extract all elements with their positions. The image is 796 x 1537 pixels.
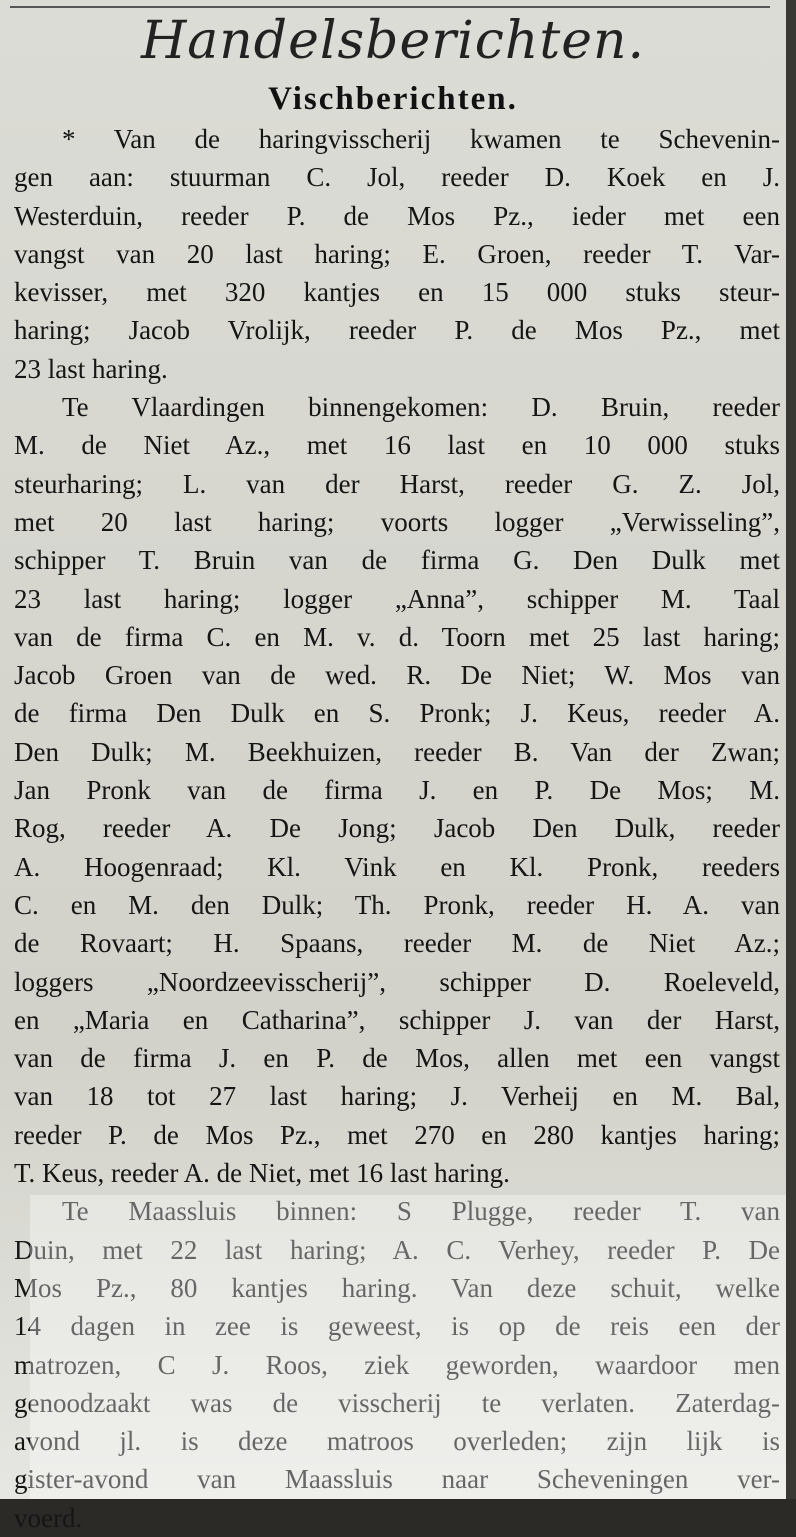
text-line: Te Maassluis binnen: S Plugge, reeder T. van	[62, 1196, 780, 1227]
text-line: 23 last haring; logger „Anna”, schipper M. Taal	[14, 583, 780, 614]
text-line: schipper T. Bruin van de firma G. Den Dulk met	[14, 545, 780, 576]
text-line: reeder P. de Mos Pz., met 270 en 280 kantjes haring;	[14, 1119, 780, 1150]
text-line: van de firma J. en P. de Mos, allen met een vangst	[14, 1043, 780, 1074]
text-line: voerd.	[14, 1502, 83, 1533]
paragraph-scheveningen	[14, 120, 780, 388]
text-line: de Rovaart; H. Spaans, reeder M. de Niet Az.;	[14, 928, 780, 959]
text-line: van 18 tot 27 last haring; J. Verheij en M. Bal,	[14, 1081, 780, 1112]
text-line: genoodzaakt was de visscherij te verlaten. Zaterdag-	[14, 1387, 780, 1418]
text-line: de firma Den Dulk en S. Pronk; J. Keus, reeder A.	[14, 698, 780, 729]
text-line: vangst van 20 last haring; E. Groen, reeder T. Var-	[14, 238, 780, 269]
text-line: T. Keus, reeder A. de Niet, met 16 last haring.	[14, 1158, 510, 1189]
text-line: haring; Jacob Vrolijk, reeder P. de Mos Pz., met	[14, 315, 780, 346]
text-line: kevisser, met 320 kantjes en 15 000 stuks steur-	[14, 277, 780, 308]
text-line: en „Maria en Catharina”, schipper J. van der Harst,	[14, 1004, 780, 1035]
text-line: Rog, reeder A. De Jong; Jacob Den Dulk, reeder	[14, 813, 780, 844]
text-line: gister-avond van Maassluis naar Scheveningen ver-	[14, 1464, 780, 1495]
paragraph-maassluis	[14, 1192, 780, 1537]
text-line: Jacob Groen van de wed. R. De Niet; W. Mos van	[14, 660, 780, 691]
text-line: Mos Pz., 80 kantjes haring. Van deze schuit, welke	[14, 1272, 780, 1303]
masthead-title: Handelsberichten.	[140, 11, 646, 71]
text-line: loggers „Noordzeevisscherij”, schipper D. Roeleveld,	[14, 966, 780, 997]
text-line: Westerduin, reeder P. de Mos Pz., ieder met een	[14, 200, 780, 231]
text-line: Den Dulk; M. Beekhuizen, reeder B. Van der Zwan;	[14, 736, 780, 767]
text-line: M. de Niet Az., met 16 last en 10 000 stuks	[14, 430, 780, 461]
text-line: C. en M. den Dulk; Th. Pronk, reeder H. A. van	[14, 889, 780, 920]
text-line: 14 dagen in zee is geweest, is op de reis een der	[14, 1311, 780, 1342]
article-body	[14, 120, 780, 1537]
text-line: gen aan: stuurman C. Jol, reeder D. Koek en J.	[14, 162, 780, 193]
text-line: 23 last haring.	[14, 353, 168, 384]
text-line: van de firma C. en M. v. d. Toorn met 25 last haring;	[14, 621, 780, 652]
text-line: A. Hoogenraad; Kl. Vink en Kl. Pronk, reeders	[14, 851, 780, 882]
text-line: Duin, met 22 last haring; A. C. Verhey, reeder P. De	[14, 1234, 780, 1265]
paragraph-vlaardingen	[14, 388, 780, 1192]
text-line: Jan Pronk van de firma J. en P. De Mos; M.	[14, 775, 780, 806]
text-line: matrozen, C J. Roos, ziek geworden, waardoor men	[14, 1349, 780, 1380]
text-line: steurharing; L. van der Harst, reeder G. Z. Jol,	[14, 468, 780, 499]
text-line: Te Vlaardingen binnengekomen: D. Bruin, reeder	[62, 392, 780, 423]
page-edge	[786, 0, 796, 1499]
text-line: met 20 last haring; voorts logger „Verwisseling”,	[14, 506, 780, 537]
text-line: * Van de haringvisscherij kwamen te Schevenin-	[62, 124, 780, 154]
text-line: avond jl. is deze matroos overleden; zijn lijk is	[14, 1426, 780, 1457]
section-title: Vischberichten.	[268, 81, 518, 117]
